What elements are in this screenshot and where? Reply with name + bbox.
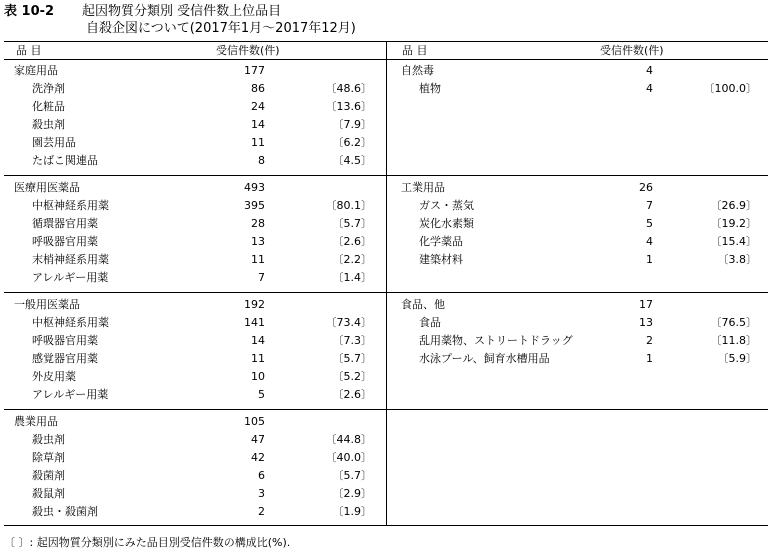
- item-percent: 〔5.7〕: [332, 217, 372, 230]
- group-count: 192: [244, 298, 265, 311]
- title-line-1: 起因物質分類別 受信件数上位品目: [82, 4, 282, 19]
- item-count: 141: [244, 316, 265, 329]
- item-percent: 〔48.6〕: [325, 82, 372, 95]
- item-name: 循環器官用薬: [32, 217, 98, 230]
- item-name: 中枢神経系用薬: [32, 316, 109, 329]
- item-count: 86: [251, 82, 265, 95]
- item-name: 食品: [419, 316, 441, 329]
- group-count: 26: [639, 181, 653, 194]
- item-percent: 〔5.9〕: [717, 352, 757, 365]
- item-percent: 〔11.8〕: [710, 334, 757, 347]
- item-name: 外皮用薬: [32, 370, 76, 383]
- item-percent: 〔5.7〕: [332, 352, 372, 365]
- item-count: 11: [251, 253, 265, 266]
- item-percent: 〔100.0〕: [703, 82, 757, 95]
- group-rule: [4, 292, 386, 293]
- item-percent: 〔6.2〕: [332, 136, 372, 149]
- item-percent: 〔2.6〕: [332, 388, 372, 401]
- item-percent: 〔15.4〕: [710, 235, 757, 248]
- item-percent: 〔5.2〕: [332, 370, 372, 383]
- title-line-2: 自殺企図について(2017年1月～2017年12月): [86, 21, 356, 36]
- item-count: 11: [251, 352, 265, 365]
- item-name: 洗浄剤: [32, 82, 65, 95]
- item-count: 28: [251, 217, 265, 230]
- item-count: 10: [251, 370, 265, 383]
- group-name: 医療用医薬品: [14, 181, 80, 194]
- item-name: アレルギー用薬: [32, 271, 109, 284]
- item-percent: 〔7.3〕: [332, 334, 372, 347]
- item-percent: 〔13.6〕: [325, 100, 372, 113]
- item-name: 園芸用品: [32, 136, 76, 149]
- group-count: 493: [244, 181, 265, 194]
- item-name: アレルギー用薬: [32, 388, 109, 401]
- item-percent: 〔2.6〕: [332, 235, 372, 248]
- item-count: 2: [258, 505, 265, 518]
- group-rule: [387, 175, 768, 176]
- group-rule: [4, 409, 386, 410]
- right-item-header: 品 目: [402, 44, 428, 57]
- item-name: 炭化水素類: [419, 217, 474, 230]
- data-table: [4, 41, 768, 526]
- item-percent: 〔80.1〕: [325, 199, 372, 212]
- item-name: 殺虫剤: [32, 433, 65, 446]
- item-percent: 〔19.2〕: [710, 217, 757, 230]
- item-name: 化学薬品: [419, 235, 463, 248]
- item-count: 1: [646, 253, 653, 266]
- group-count: 17: [639, 298, 653, 311]
- group-name: 一般用医薬品: [14, 298, 80, 311]
- item-count: 5: [258, 388, 265, 401]
- item-count: 4: [646, 235, 653, 248]
- group-name: 工業用品: [401, 181, 445, 194]
- group-name: 自然毒: [401, 64, 434, 77]
- group-count: 177: [244, 64, 265, 77]
- item-name: 呼吸器官用薬: [32, 235, 98, 248]
- footnote: 〔 〕: 起因物質分類別にみた品目別受信件数の構成比(%).: [4, 536, 291, 549]
- item-count: 1: [646, 352, 653, 365]
- left-count-header: 受信件数(件): [216, 44, 280, 57]
- left-item-header: 品 目: [16, 44, 42, 57]
- column-divider: [386, 42, 387, 525]
- item-count: 5: [646, 217, 653, 230]
- item-name: 末梢神経系用薬: [32, 253, 109, 266]
- item-name: たばこ関連品: [32, 154, 98, 167]
- item-count: 7: [646, 199, 653, 212]
- item-percent: 〔3.8〕: [717, 253, 757, 266]
- item-percent: 〔73.4〕: [325, 316, 372, 329]
- item-percent: 〔40.0〕: [325, 451, 372, 464]
- group-count: 105: [244, 415, 265, 428]
- item-percent: 〔4.5〕: [332, 154, 372, 167]
- item-name: 植物: [419, 82, 441, 95]
- item-count: 24: [251, 100, 265, 113]
- item-name: 水泳プール、飼育水槽用品: [419, 352, 550, 365]
- item-percent: 〔44.8〕: [325, 433, 372, 446]
- group-name: 家庭用品: [14, 64, 58, 77]
- group-rule: [4, 175, 386, 176]
- item-name: 殺鼠剤: [32, 487, 65, 500]
- item-name: 建築材料: [419, 253, 463, 266]
- item-name: 乱用薬物、ストリートドラッグ: [419, 334, 573, 347]
- item-count: 395: [244, 199, 265, 212]
- item-percent: 〔2.9〕: [332, 487, 372, 500]
- item-count: 13: [251, 235, 265, 248]
- item-count: 14: [251, 334, 265, 347]
- item-percent: 〔2.2〕: [332, 253, 372, 266]
- item-name: 除草剤: [32, 451, 65, 464]
- item-percent: 〔7.9〕: [332, 118, 372, 131]
- item-count: 7: [258, 271, 265, 284]
- item-percent: 〔5.7〕: [332, 469, 372, 482]
- item-count: 6: [258, 469, 265, 482]
- item-name: 化粧品: [32, 100, 65, 113]
- group-name: 食品、他: [401, 298, 445, 311]
- item-count: 14: [251, 118, 265, 131]
- item-name: ガス・蒸気: [419, 199, 474, 212]
- right-count-header: 受信件数(件): [600, 44, 664, 57]
- item-percent: 〔1.4〕: [332, 271, 372, 284]
- item-percent: 〔76.5〕: [710, 316, 757, 329]
- group-count: 4: [646, 64, 653, 77]
- item-count: 8: [258, 154, 265, 167]
- item-percent: 〔1.9〕: [332, 505, 372, 518]
- item-count: 4: [646, 82, 653, 95]
- group-rule: [387, 409, 768, 410]
- item-count: 13: [639, 316, 653, 329]
- item-count: 47: [251, 433, 265, 446]
- item-name: 中枢神経系用薬: [32, 199, 109, 212]
- item-count: 3: [258, 487, 265, 500]
- item-count: 2: [646, 334, 653, 347]
- group-rule: [387, 292, 768, 293]
- item-count: 11: [251, 136, 265, 149]
- item-count: 42: [251, 451, 265, 464]
- table-number: 表 10-2: [4, 4, 55, 19]
- item-name: 呼吸器官用薬: [32, 334, 98, 347]
- item-name: 殺虫・殺菌剤: [32, 505, 98, 518]
- table-title: [4, 3, 356, 36]
- item-percent: 〔26.9〕: [710, 199, 757, 212]
- item-name: 感覚器官用薬: [32, 352, 98, 365]
- item-name: 殺菌剤: [32, 469, 65, 482]
- group-name: 農業用品: [14, 415, 58, 428]
- header-rule: [4, 59, 768, 60]
- item-name: 殺虫剤: [32, 118, 65, 131]
